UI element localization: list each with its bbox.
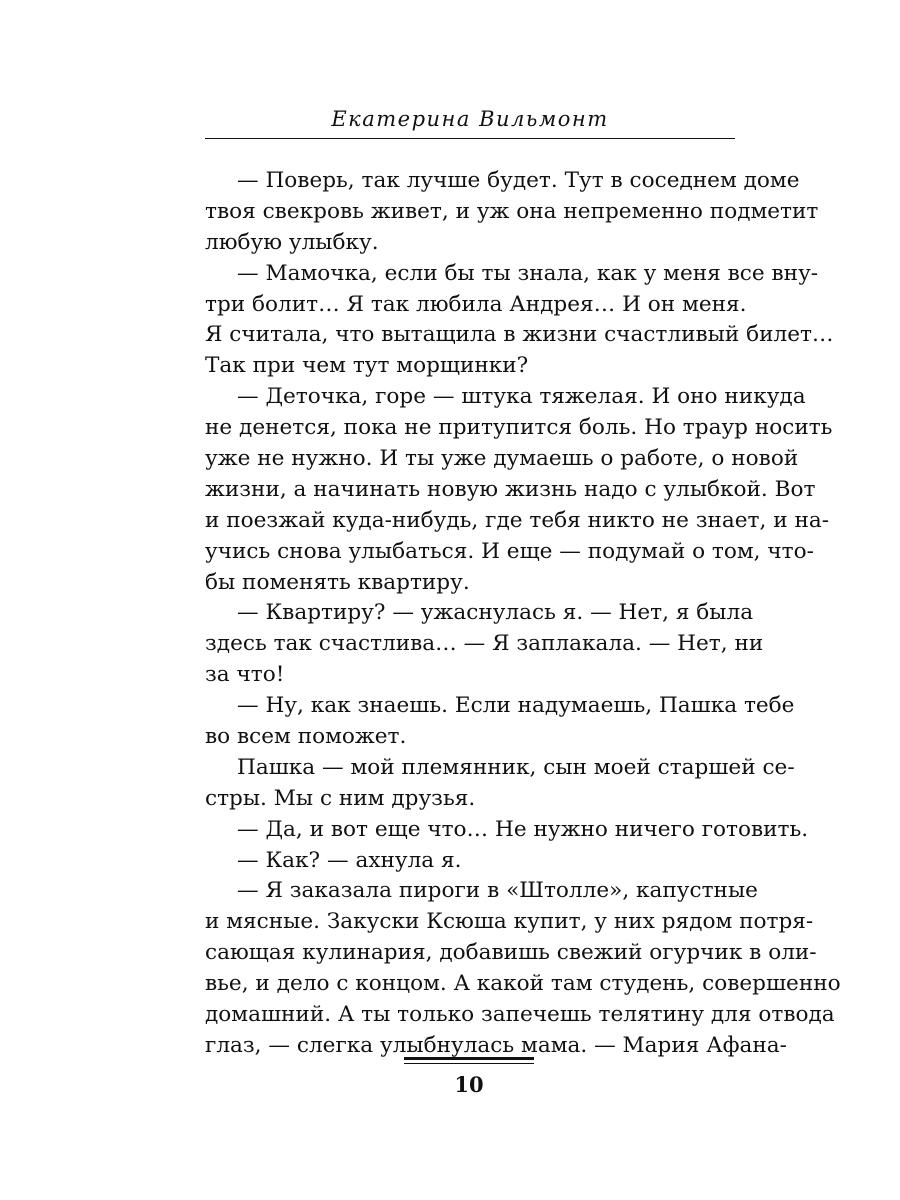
- text-line: — Квартиру? — ужаснулась я. — Нет, я была: [237, 600, 754, 626]
- text-line: бы поменять квартиру.: [205, 569, 470, 595]
- text-line: сающая кулинария, добавишь свежий огурчик в оли-: [205, 940, 817, 966]
- text-line: твоя свекровь живет, и уж она непременно подметит: [205, 198, 819, 224]
- text-line: — Как? — ахнула я.: [237, 847, 462, 873]
- text-line: не денется, пока не притупится боль. Но траур носить: [205, 415, 833, 441]
- text-line: стры. Мы с ним друзья.: [205, 785, 476, 811]
- body-text: [205, 166, 841, 1062]
- text-line: во всем поможет.: [205, 724, 407, 750]
- text-line: вье, и дело с концом. А какой там студень, совершенно: [205, 971, 841, 997]
- text-line: любую улыбку.: [205, 229, 379, 255]
- text-line: учись снова улыбаться. И еще — подумай о том, что-: [205, 538, 814, 564]
- text-line: Пашка — мой племянник, сын моей старшей се-: [237, 754, 795, 780]
- text-line: за что!: [205, 662, 285, 688]
- running-header-author: Екатерина Вильмонт: [331, 107, 609, 131]
- text-line: глаз, — слегка улыбнулась мама. — Мария Афана-: [205, 1032, 787, 1058]
- text-line: Так при чем тут морщинки?: [205, 353, 529, 379]
- header-divider: [205, 138, 735, 139]
- text-line: здесь так счастлива… — Я заплакала. — Нет, ни: [205, 631, 764, 657]
- text-line: — Да, и вот еще что… Не нужно ничего готовить.: [237, 816, 809, 842]
- text-line: и поезжай куда-нибудь, где тебя никто не знает, и на-: [205, 507, 830, 533]
- text-line: — Я заказала пироги в «Штолле», капустные: [237, 878, 758, 904]
- text-line: жизни, а начинать новую жизнь надо с улыбкой. Вот: [205, 476, 816, 502]
- text-line: — Поверь, так лучше будет. Тут в соседнем доме: [237, 168, 800, 193]
- footer-divider-thin: [404, 1063, 534, 1064]
- text-line: уже не нужно. И ты уже думаешь о работе, о новой: [205, 446, 799, 472]
- text-line: домашний. А ты только запечешь телятину для отвода: [205, 1002, 835, 1028]
- text-line: — Ну, как знаешь. Если надумаешь, Пашка тебе: [237, 693, 795, 719]
- text-line: — Деточка, горе — штука тяжелая. И оно никуда: [237, 384, 806, 410]
- text-line: Я считала, что вытащила в жизни счастливый билет…: [205, 322, 834, 348]
- page-number: 10: [454, 1072, 484, 1097]
- text-line: три болит… Я так любила Андрея… И он меня.: [205, 291, 747, 317]
- footer-divider-thick: [404, 1057, 534, 1060]
- text-line: — Мамочка, если бы ты знала, как у меня все вну-: [237, 260, 819, 286]
- text-line: и мясные. Закуски Ксюша купит, у них рядом потря-: [205, 909, 814, 935]
